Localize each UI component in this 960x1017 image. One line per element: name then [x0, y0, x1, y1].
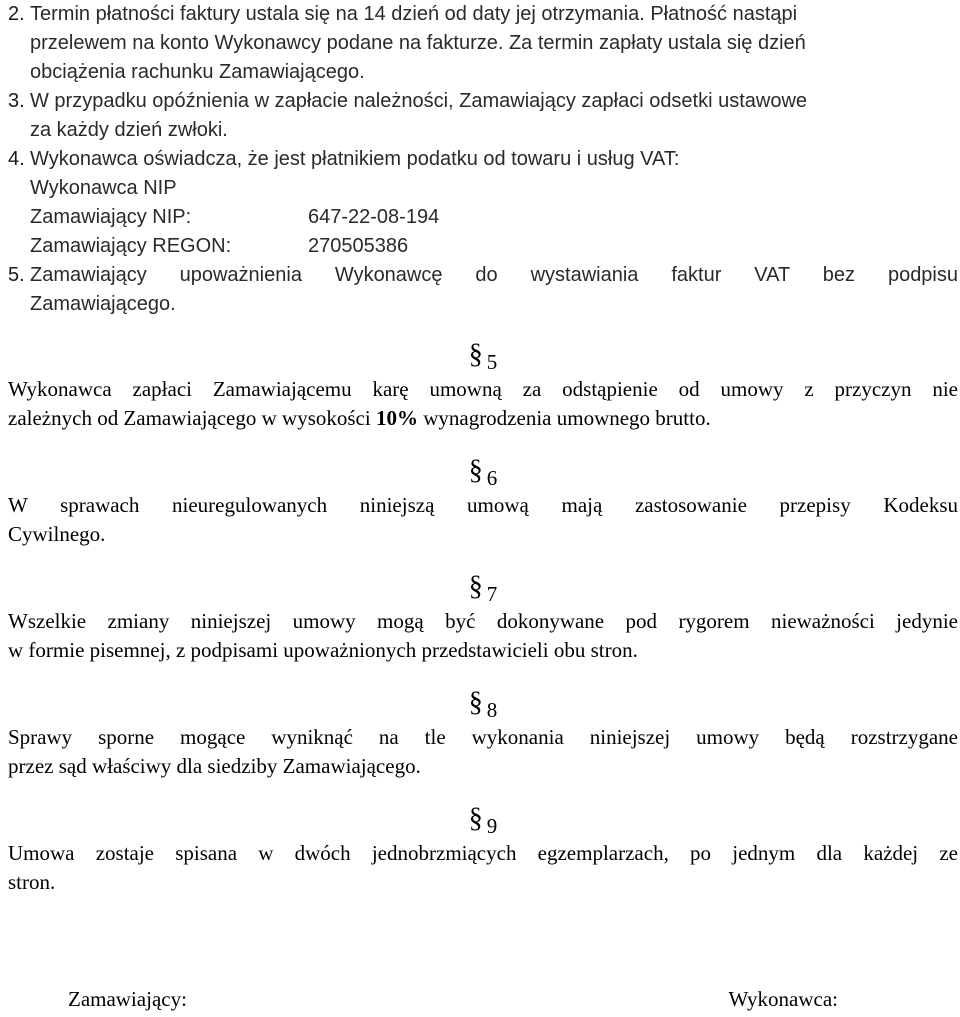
item-text-line: Zamawiającego. [30, 293, 176, 315]
item-number: 3. [8, 90, 25, 112]
section-5 [8, 339, 958, 433]
section-7 [8, 571, 958, 665]
item-text-line: Wykonawca oświadcza, że jest płatnikiem podatku od towaru i usług VAT: [30, 148, 680, 170]
client-nip-label: Zamawiający NIP: [30, 206, 192, 228]
section-number: 5 [486, 350, 498, 374]
section-sign: § [468, 455, 483, 486]
section-text-line: Wykonawca zapłaci Zamawiającemu karę umowną za odstąpienie od umowy z przyczyn nie [8, 377, 958, 401]
list-item-4 [8, 145, 958, 261]
section-text-line: stron. [8, 870, 56, 894]
item-text-line: obciążenia rachunku Zamawiającego. [30, 61, 365, 83]
section-heading [8, 455, 958, 491]
penalty-text: zależnych od Zamawiającego w wysokości [8, 406, 371, 430]
signature-block [68, 985, 838, 1014]
item-number: 5. [8, 264, 25, 286]
section-sign: § [468, 687, 483, 718]
section-6 [8, 455, 958, 549]
item-text-line: Zamawiający upoważnienia Wykonawcę do wystawiania faktur VAT bez podpisu [30, 264, 958, 286]
section-text-line [8, 404, 958, 433]
item-text-line: Termin płatności faktury ustala się na 14 dzień od daty jej otrzymania. Płatność nastąpi [30, 3, 798, 25]
section-sign: § [468, 571, 483, 602]
section-sign: § [468, 803, 483, 834]
penalty-text: wynagrodzenia umownego brutto. [423, 406, 711, 430]
section-number: 9 [486, 814, 498, 838]
payment-terms-list [8, 0, 958, 319]
client-regon-row [8, 232, 958, 261]
section-text-line: Umowa zostaje spisana w dwóch jednobrzmiących egzemplarzach, po jednym dla każdej ze [8, 841, 958, 865]
list-item-5 [8, 261, 958, 319]
penalty-rate: 10% [375, 406, 418, 430]
client-signature-label: Zamawiający: [68, 987, 187, 1011]
section-sign: § [468, 339, 483, 370]
section-number: 8 [486, 698, 498, 722]
client-regon-label: Zamawiający REGON: [30, 235, 232, 257]
item-number: 4. [8, 148, 25, 170]
item-text-line: przelewem na konto Wykonawcy podane na fakturze. Za termin zapłaty ustala się dzień [30, 32, 806, 54]
contractor-nip-label: Wykonawca NIP [30, 177, 177, 199]
section-text-line: w formie pisemnej, z podpisami upoważnionych przedstawicieli obu stron. [8, 638, 638, 662]
section-text-line: Cywilnego. [8, 522, 106, 546]
item-text-line: W przypadku opóźnienia w zapłacie należności, Zamawiający zapłaci odsetki ustawowe [30, 90, 808, 112]
item-text-line: za każdy dzień zwłoki. [30, 119, 228, 141]
contractor-signature-label: Wykonawca: [728, 987, 838, 1011]
section-number: 6 [486, 466, 498, 490]
section-text-line: przez sąd właściwy dla siedziby Zamawiającego. [8, 754, 421, 778]
client-regon-value: 270505386 [308, 235, 409, 257]
list-item-2 [8, 0, 958, 87]
client-nip-value: 647-22-08-194 [308, 206, 440, 228]
section-text-line: Sprawy sporne mogące wyniknąć na tle wykonania niniejszej umowy będą rozstrzygane [8, 725, 958, 749]
list-item-3 [8, 87, 958, 145]
section-8 [8, 687, 958, 781]
section-heading [8, 339, 958, 375]
section-text-line: Wszelkie zmiany niniejszej umowy mogą być dokonywane pod rygorem nieważności jedynie [8, 609, 958, 633]
section-heading [8, 803, 958, 839]
section-number: 7 [486, 582, 498, 606]
section-9 [8, 803, 958, 897]
section-text-line: W sprawach nieuregulowanych niniejszą umową mają zastosowanie przepisy Kodeksu [8, 493, 958, 517]
item-number: 2. [8, 3, 25, 25]
section-heading [8, 571, 958, 607]
section-heading [8, 687, 958, 723]
client-nip-row [8, 203, 958, 232]
